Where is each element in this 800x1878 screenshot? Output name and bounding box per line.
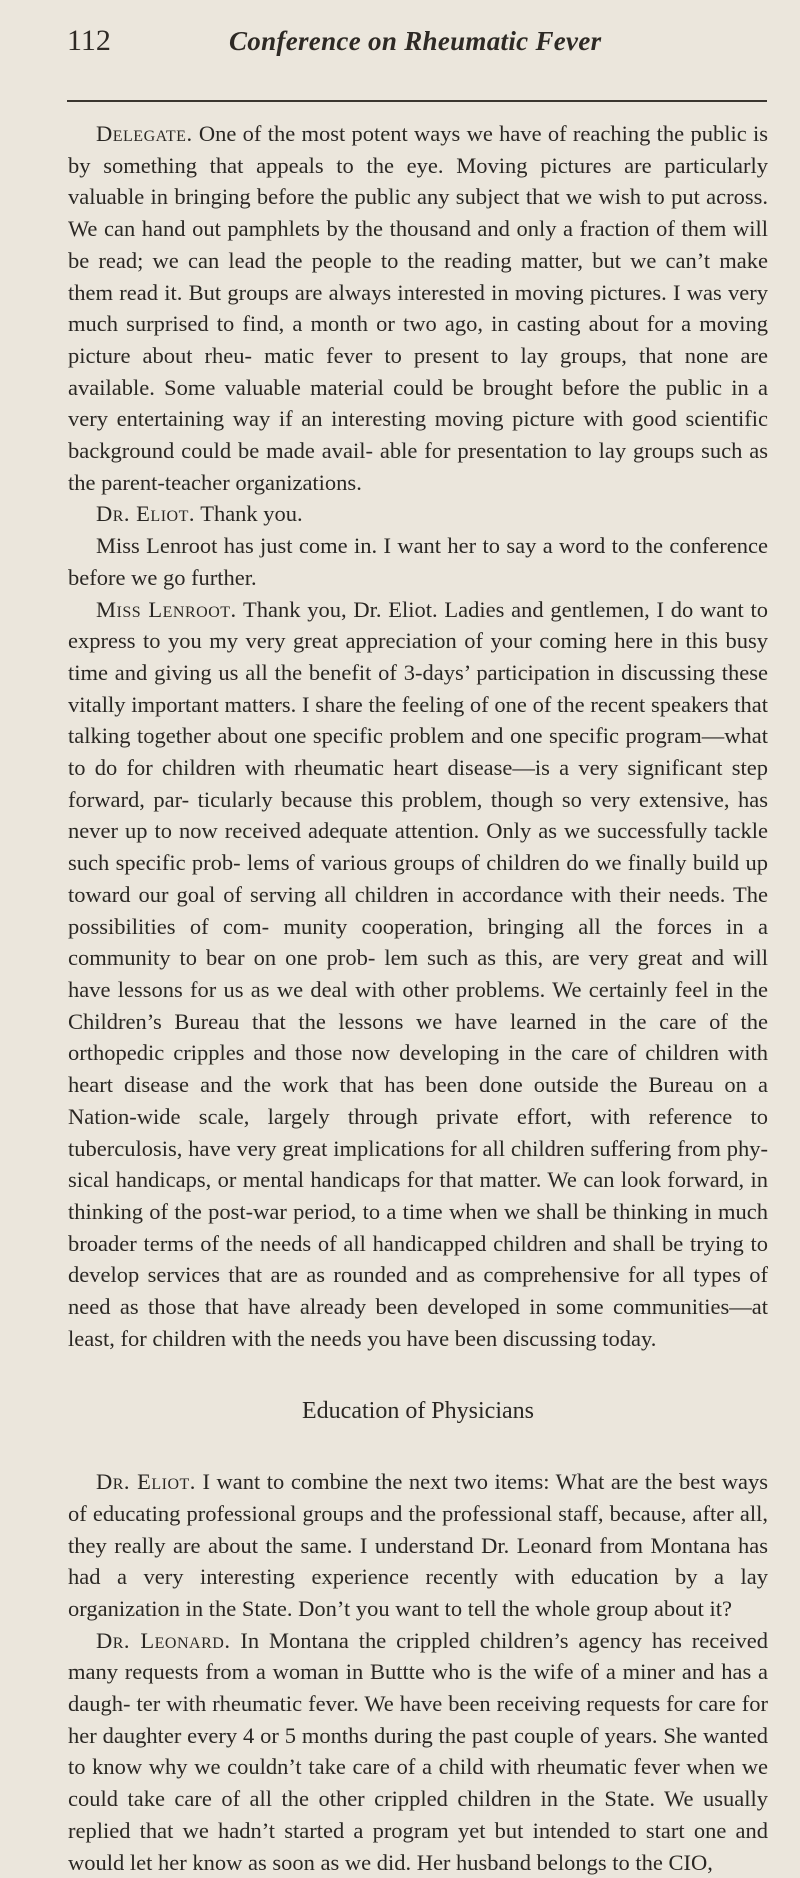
speaker-name: Dr. Eliot. (96, 1469, 196, 1495)
paragraph-text: Thank you. (200, 501, 303, 527)
speaker-name: Miss Lenroot. (96, 596, 237, 622)
paragraph-text: In Montana the crippled children’s agency has received many requests from a woman in Buttte who is the wife of a miner and has a daugh- ter with rheumatic fever. We have been receiving requests for care for her daughter every 4 or 5 months during the past couple of years. She wanted to know why we couldn’t take care of a child with rheumatic fever when we could take care of all the other crippled children in the State. We usually replied that we hadn’t started a program yet but intended to start one and would let her know as soon as we did. Her husband belongs to the CIO, (68, 1627, 768, 1875)
transcript-paragraph (68, 1625, 768, 1878)
speaker-name: Dr. Eliot. (96, 501, 195, 527)
transcript-paragraph (68, 498, 768, 530)
section-heading: Education of Physicians (302, 1398, 534, 1425)
transcript-paragraph (68, 118, 768, 498)
transcript-part-1 (68, 118, 768, 1354)
transcript-paragraph (68, 530, 768, 593)
paragraph-text: Thank you, Dr. Eliot. Ladies and gentlemen, I do want to express to you my very great appreciation of your coming here in this busy time and giving us all the benefit of 3-days’ participation in discussing these vitally important matters. I share the feeling of one of the recent speakers that talking together about one specific problem and one specific program—what to do for children with rheumatic heart disease—is a very significant step forward, par- ticularly because this problem, though so very extensive, has never up to now received adequate attention. Only as we successfully tackle such specific prob- lems of various groups of children do we finally build up toward our goal of serving all children in accordance with their needs. The possibilities of com- munity cooperation, bringing all the forces in a community to bear on one prob- lem such as this, are very great and will have lessons for us as we deal with other problems. We certainly feel in the Children’s Bureau that the lessons we have learned in the care of the orthopedic cripples and those now developing in the care of children with heart disease and the work that has been done outside the Bureau on a Nation-wide scale, largely through private effort, with reference to tuberculosis, have very great implications for all children suffering from phy- sical handicaps, or mental handicaps for that matter. We can look forward, in thinking of the post-war period, to a time when we shall be thinking in much broader terms of the needs of all handicapped children and shall be trying to develop services that are as rounded and as comprehensive for all types of need as those that have already been developed in some communities—at least, for children with the needs you have been discussing today. (68, 596, 769, 1351)
transcript-paragraph (68, 594, 768, 1355)
document-body (68, 118, 768, 1878)
page-header (67, 24, 767, 64)
speaker-name: Delegate. (96, 121, 193, 146)
transcript-part-2 (68, 1466, 768, 1878)
transcript-paragraph (68, 1466, 768, 1625)
running-title: Conference on Rheumatic Fever (229, 26, 602, 56)
header-rule (67, 100, 767, 102)
page-number: 112 (67, 24, 111, 57)
paragraph-text: I want to combine the next two items: What are the best ways of educating professional groups and the professional staff, because, after all, they really are about the same. I understand Dr. Leonard from Montana has had a very interesting experience recently with education by a lay organization in the State. Don’t you want to tell the whole group about it? (68, 1469, 769, 1621)
paragraph-text: Miss Lenroot has just come in. I want her to say a word to the conference before we go further. (68, 533, 768, 590)
paragraph-text: One of the most potent ways we have of reaching the public is by something that appeals to the eye. Moving pictures are particularly valuable in bringing before the public any subject that we wish to put across. We can hand out pamphlets by the thousand and only a fraction of them will be read; we can lead the people to the reading matter, but we can’t make them read it. But groups are always interested in moving pictures. I was very much surprised to find, a month or two ago, in casting about for a moving picture about rheu- matic fever to present to lay groups, that none are available. Some valuable material could be brought before the public in a very entertaining way if an interesting moving picture with good scientific background could be made avail- able for presentation to lay groups such as the parent-teacher organizations. (68, 121, 769, 495)
speaker-name: Dr. Leonard. (96, 1627, 231, 1653)
